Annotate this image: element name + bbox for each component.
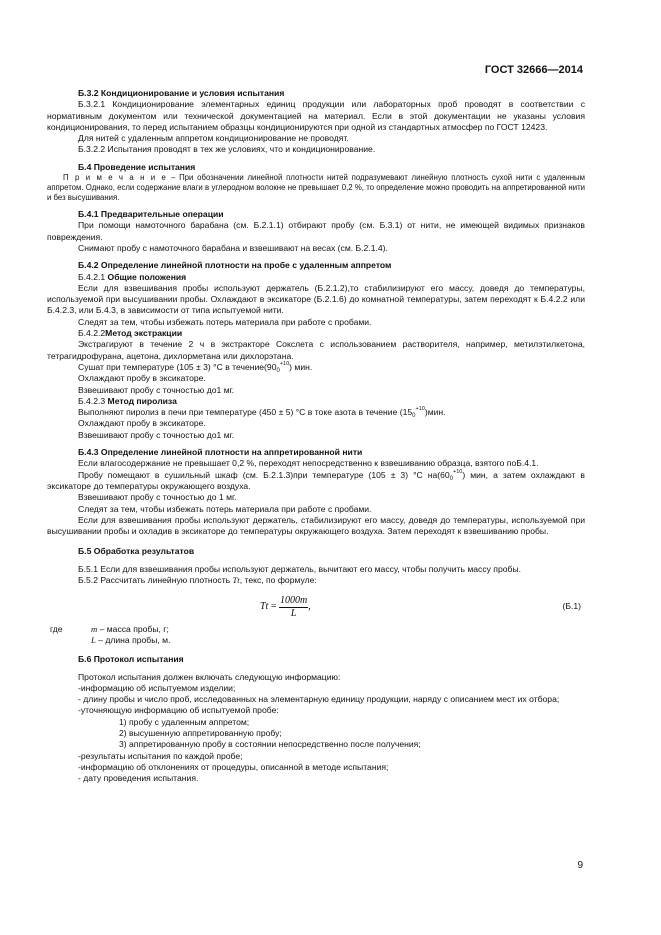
paragraph xyxy=(47,575,585,586)
paragraph xyxy=(47,470,585,493)
list-subitem: 3) аппретированную пробу в состоянии непосредственно после получения; xyxy=(119,739,421,750)
list-subitem: 1) пробу с удаленным аппретом; xyxy=(119,716,250,727)
paragraph: Взвешивают пробу с точностью до1 мг. xyxy=(78,429,235,440)
paragraph: Следят за тем, чтобы избежать потерь материала при работе с пробами. xyxy=(78,503,372,514)
list-item: - длину пробы и число проб, исследованных на элементарную единицу продукции, наряду с описанием мест их отбора; xyxy=(78,694,560,705)
subsection-number: Б.4.2.1 xyxy=(78,271,108,282)
paragraph: При помощи намоточного барабана (см. Б.2.1.1) отбирают пробу (см. Б.3.1) от нити, не имеющей видимых признаков повреждения. xyxy=(47,220,585,242)
section-heading: Б.5 Обработка результатов xyxy=(78,546,195,557)
fraction-denominator: L xyxy=(290,607,297,619)
tolerance xyxy=(276,362,289,372)
formula xyxy=(260,595,311,619)
standard-designation: ГОСТ 32666—2014 xyxy=(484,64,583,76)
subsection-heading xyxy=(47,272,585,283)
legend-item xyxy=(91,624,169,635)
paragraph: Следят за тем, чтобы избежать потерь материала при работе с пробами. xyxy=(78,316,372,327)
text-run: ) мин. xyxy=(289,361,313,372)
subsection-title: Метод экстракции xyxy=(105,328,183,339)
text-run: Выполняют пиролиз в печи при температуре (450 ± 5) °С в токе азота в течение (15 xyxy=(78,407,413,418)
tolerance-lower: 0 xyxy=(449,475,454,482)
text-run: Сушат при температуре (105 ± 3) °С в течение(90 xyxy=(78,361,277,372)
subsection-title: Метод пиролиза xyxy=(107,395,177,406)
variable: Tt xyxy=(232,574,240,585)
fraction xyxy=(279,595,308,619)
subsection-number: Б.4.2.3 xyxy=(78,395,108,406)
variable: m xyxy=(91,624,98,635)
paragraph: Экстрагируют в течение 2 ч в экстракторе Сокслета с использованием растворителя, например, метилэтилкетона, тетрагидрофурана, ацетона, дихлорметана или дихлорэтана. xyxy=(47,339,585,361)
formula-block xyxy=(47,590,585,624)
tolerance-lower: 0 xyxy=(412,413,416,420)
section-heading: Б.4.2 Определение линейной плотности на пробе с удаленным аппретом xyxy=(78,260,392,271)
variable: L xyxy=(91,635,96,646)
section-heading: Б.4.1 Предварительные операции xyxy=(78,209,224,220)
text-run: , текс, по формуле: xyxy=(239,574,317,585)
list-subitem: 2) высушенную аппретированную пробу; xyxy=(119,728,282,739)
list-item: -результаты испытания по каждой пробе; xyxy=(78,750,243,761)
tolerance-lower: 0 xyxy=(276,367,280,374)
section-heading: Б.3.2 Кондиционирование и условия испытания xyxy=(78,88,285,98)
formula-number: (Б.1) xyxy=(562,601,581,612)
formula-equals: = xyxy=(268,601,279,613)
subsection-heading xyxy=(47,396,585,407)
note-label: П р и м е ч а н и е xyxy=(63,173,168,183)
paragraph xyxy=(47,362,585,373)
paragraph: Снимают пробу с намоточного барабана и взвешивают на весах (см. Б.2.1.4). xyxy=(78,242,388,253)
note-text: – При обозначении линейной плотности нитей подразумевают линейную плотность сухой нити с удаленным аппретом. Однако, если содержание влаги в углеродном волокне не превышает 0,2 %, то определение можно проводить на аппретированной нити и без высушивания. xyxy=(47,173,585,203)
paragraph: Взвешивают пробу с точностью до 1 мг. xyxy=(78,492,237,503)
paragraph: Если влагосодержание не превышает 0,2 %, переходят непосредственно к взвешиванию образца, взятого поБ.4.1. xyxy=(78,458,539,469)
paragraph xyxy=(47,407,585,418)
text-run: ) мин, а затем охлаждают в эксикаторе до температуры окружающего воздуха. xyxy=(47,469,585,491)
list-item: -информацию об отклонениях от процедуры, описанной в методе испытания; xyxy=(78,761,389,772)
formula-lhs: Tt xyxy=(260,601,269,613)
page-number: 9 xyxy=(577,860,583,871)
formula-comma: , xyxy=(308,601,311,613)
document-body xyxy=(47,88,585,785)
paragraph: Протокол испытания должен включать следующую информацию: xyxy=(78,671,341,682)
subsection-number: Б.4.2.2 xyxy=(78,328,106,339)
tolerance xyxy=(450,470,463,480)
legend-text: – длина пробы, м. xyxy=(95,635,171,646)
fraction-numerator: 1000m xyxy=(279,595,308,607)
paragraph: Б.5.1 Если для взвешивания пробы используют держатель, вычитают его массу, чтобы получить массу пробы. xyxy=(78,563,522,574)
tolerance-upper: +10 xyxy=(415,406,425,413)
note xyxy=(47,173,585,203)
paragraph: Б.3.2.1 Кондиционирование элементарных единиц продукции или лабораторных проб проводят в соответствии с нормативным документом или технической документацией на материал. Если в этой документации не указаны условия кондиционирования, то перед испытанием образцы кондиционируются при одной из стандартных атмосфер по ГОСТ 12423. xyxy=(47,99,585,132)
list-item: -информацию об испытуемом изделии; xyxy=(78,682,236,693)
paragraph: Для нитей с удаленным аппретом кондиционирование не проводят. xyxy=(78,133,349,144)
text-run: Пробу помещают в сушильный шкаф (см. Б.2.1.3)при температуре (105 ± 3) °С на(60 xyxy=(78,469,450,480)
list-item: - дату проведения испытания. xyxy=(78,773,199,784)
paragraph: Охлаждают пробу в эксикаторе. xyxy=(78,418,206,429)
subsection-title: Общие положения xyxy=(107,271,187,282)
legend-item xyxy=(91,635,170,646)
paragraph: Если для взвешивания пробы используют держатель (Б.2.1.2),то стабилизируют его массу, доведя до температуры, используемой при высушивании пробы. Охлаждают в эксикаторе (Б.2.1.6) до комнатной температуры, затем переходят к Б.4.2.2 или Б.4.2.3, или Б.4.3, в зависимости от типа испытуемой нити. xyxy=(47,282,585,316)
subsection-heading xyxy=(47,328,585,339)
paragraph: Взвешивают пробу с точностью до1 мг. xyxy=(78,384,235,395)
section-heading: Б.6 Протокол испытания xyxy=(78,654,184,665)
tolerance-upper: +10 xyxy=(279,360,290,367)
section-heading: Б.4.3 Определение линейной плотности на аппретированной нити xyxy=(78,447,363,458)
text-run: Б.5.2 Рассчитать линейную плотность xyxy=(78,574,233,585)
list-item: -уточняющую информацию об испытуемой пробе: xyxy=(78,705,279,716)
section-heading: Б.4 Проведение испытания xyxy=(78,161,196,172)
formula-legend xyxy=(47,624,585,648)
where-word: где xyxy=(50,624,63,635)
paragraph: Б.3.2.2 Испытания проводят в тех же условиях, что и кондиционирование. xyxy=(78,144,376,155)
paragraph: Если для взвешивания пробы используют держатель, стабилизируют его массу, доведя до температуры, используемой при высушивании пробы и охладив в эксикаторе до температуры окружающего воздуха. Затем переходят к взвешиванию пробы. xyxy=(47,514,585,537)
tolerance-upper: +10 xyxy=(453,468,463,475)
paragraph: Охлаждают пробу в эксикаторе. xyxy=(78,373,206,384)
legend-text: – масса пробы, г; xyxy=(97,624,169,635)
text-run: )мин. xyxy=(424,407,446,418)
tolerance xyxy=(412,406,425,420)
